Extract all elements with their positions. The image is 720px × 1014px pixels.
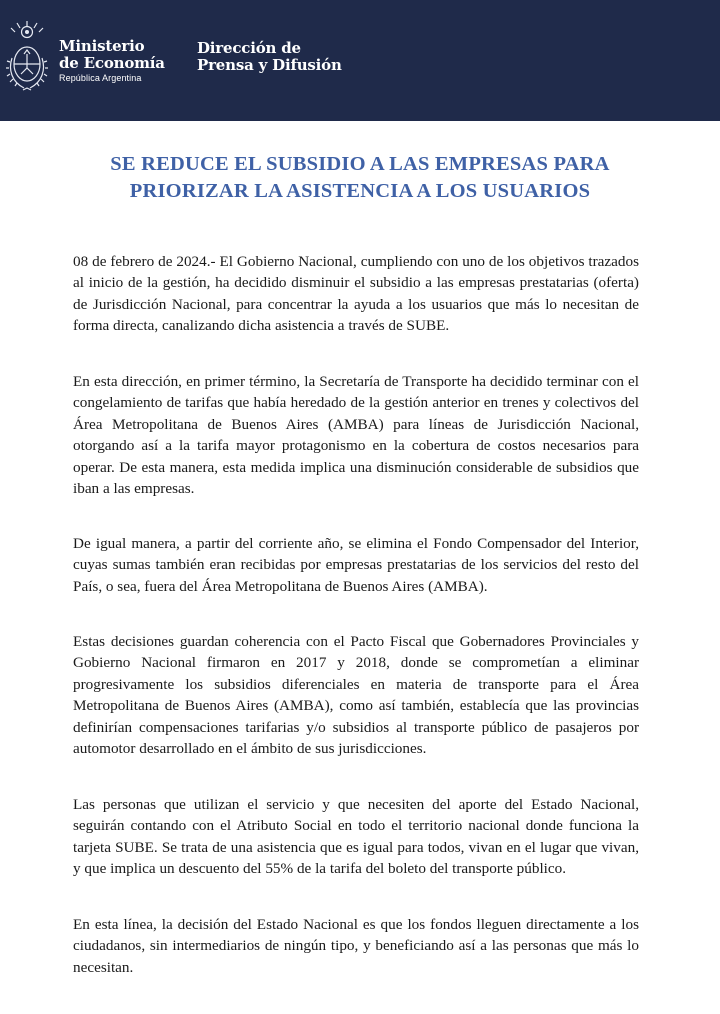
ministry-name-line1: Ministerio (59, 37, 145, 55)
paragraph-intro: 08 de febrero de 2024.- El Gobierno Nacional, cumpliendo con uno de los objetivos trazados al inicio de la gestión, ha decidido disminuir el subsidio a las empresas prestatarias (oferta) de Jurisdicción Nacional, para concentrar la ayuda a los usuarios que más lo necesitan de forma directa, canalizando dicha asistencia a través de SUBE. (73, 253, 639, 335)
ministry-logo-text (59, 38, 165, 84)
document-title (0, 151, 720, 205)
paragraph-social-attribute: Las personas que utilizan el servicio y que necesiten del aporte del Estado Nacional, seguirán contando con el Atributo Social en todo el territorio nacional donde funciona la tarjeta SUBE. Se trata de una asistencia que es igual para todos, vivan en el lugar que vivan, y que implica un descuento del 55% de la tarifa del boleto del transporte público. (73, 796, 639, 878)
title-line2: PRIORIZAR LA ASISTENCIA A LOS USUARIOS (129, 180, 591, 202)
paragraph-transport-secretary: En esta dirección, en primer término, la Secretaría de Transporte ha decidido terminar con el congelamiento de tarifas que había heredado de la gestión anterior en trenes y colectivos del Área Metropolitana de Buenos Aires (AMBA) para líneas de Jurisdicción Nacional, otorgando así a la tarifa mayor protagonismo en la cobertura de costos necesarios para operar. De esta manera, esta medida implica una disminución considerable de subsidios que iban a las empresas. (73, 373, 639, 498)
press-office-line1: Dirección de (197, 39, 301, 57)
argentina-coat-of-arms-icon (4, 18, 50, 94)
press-office-line2: Prensa y Difusión (197, 56, 342, 74)
paragraph-fiscal-pact: Estas decisiones guardan coherencia con el Pacto Fiscal que Gobernadores Provinciales y Gobierno Nacional firmaron en 2017 y 2018, donde se comprometían a eliminar progresivamente los subsidios diferenciales en materia de transporte para el Área Metropolitana de Buenos Aires (AMBA), como así también, establecía que las provincias definirían compensaciones tarifarias y/o subsidios al transporte público de pasajeros por automotor desarrollado en el ámbito de sus jurisdicciones. (73, 633, 639, 758)
press-office-text (197, 40, 342, 74)
title-line1: SE REDUCE EL SUBSIDIO A LAS EMPRESAS PARA (110, 153, 610, 175)
paragraph-interior-fund: De igual manera, a partir del corriente año, se elimina el Fondo Compensador del Interior, cuyas sumas también eran recibidas por empresas prestatarias de los servicios del resto del País, o sea, fuera del Área Metropolitana de Buenos Aires (AMBA). (73, 535, 639, 595)
paragraph-conclusion: En esta línea, la decisión del Estado Nacional es que los fondos lleguen directamente a los ciudadanos, sin intermediarios de ningún tipo, y beneficiando así a las personas que más lo necesitan. (73, 916, 639, 976)
ministry-name-line2: de Economía (59, 54, 165, 72)
ministry-country: República Argentina (59, 73, 142, 83)
header-bar (0, 0, 720, 121)
